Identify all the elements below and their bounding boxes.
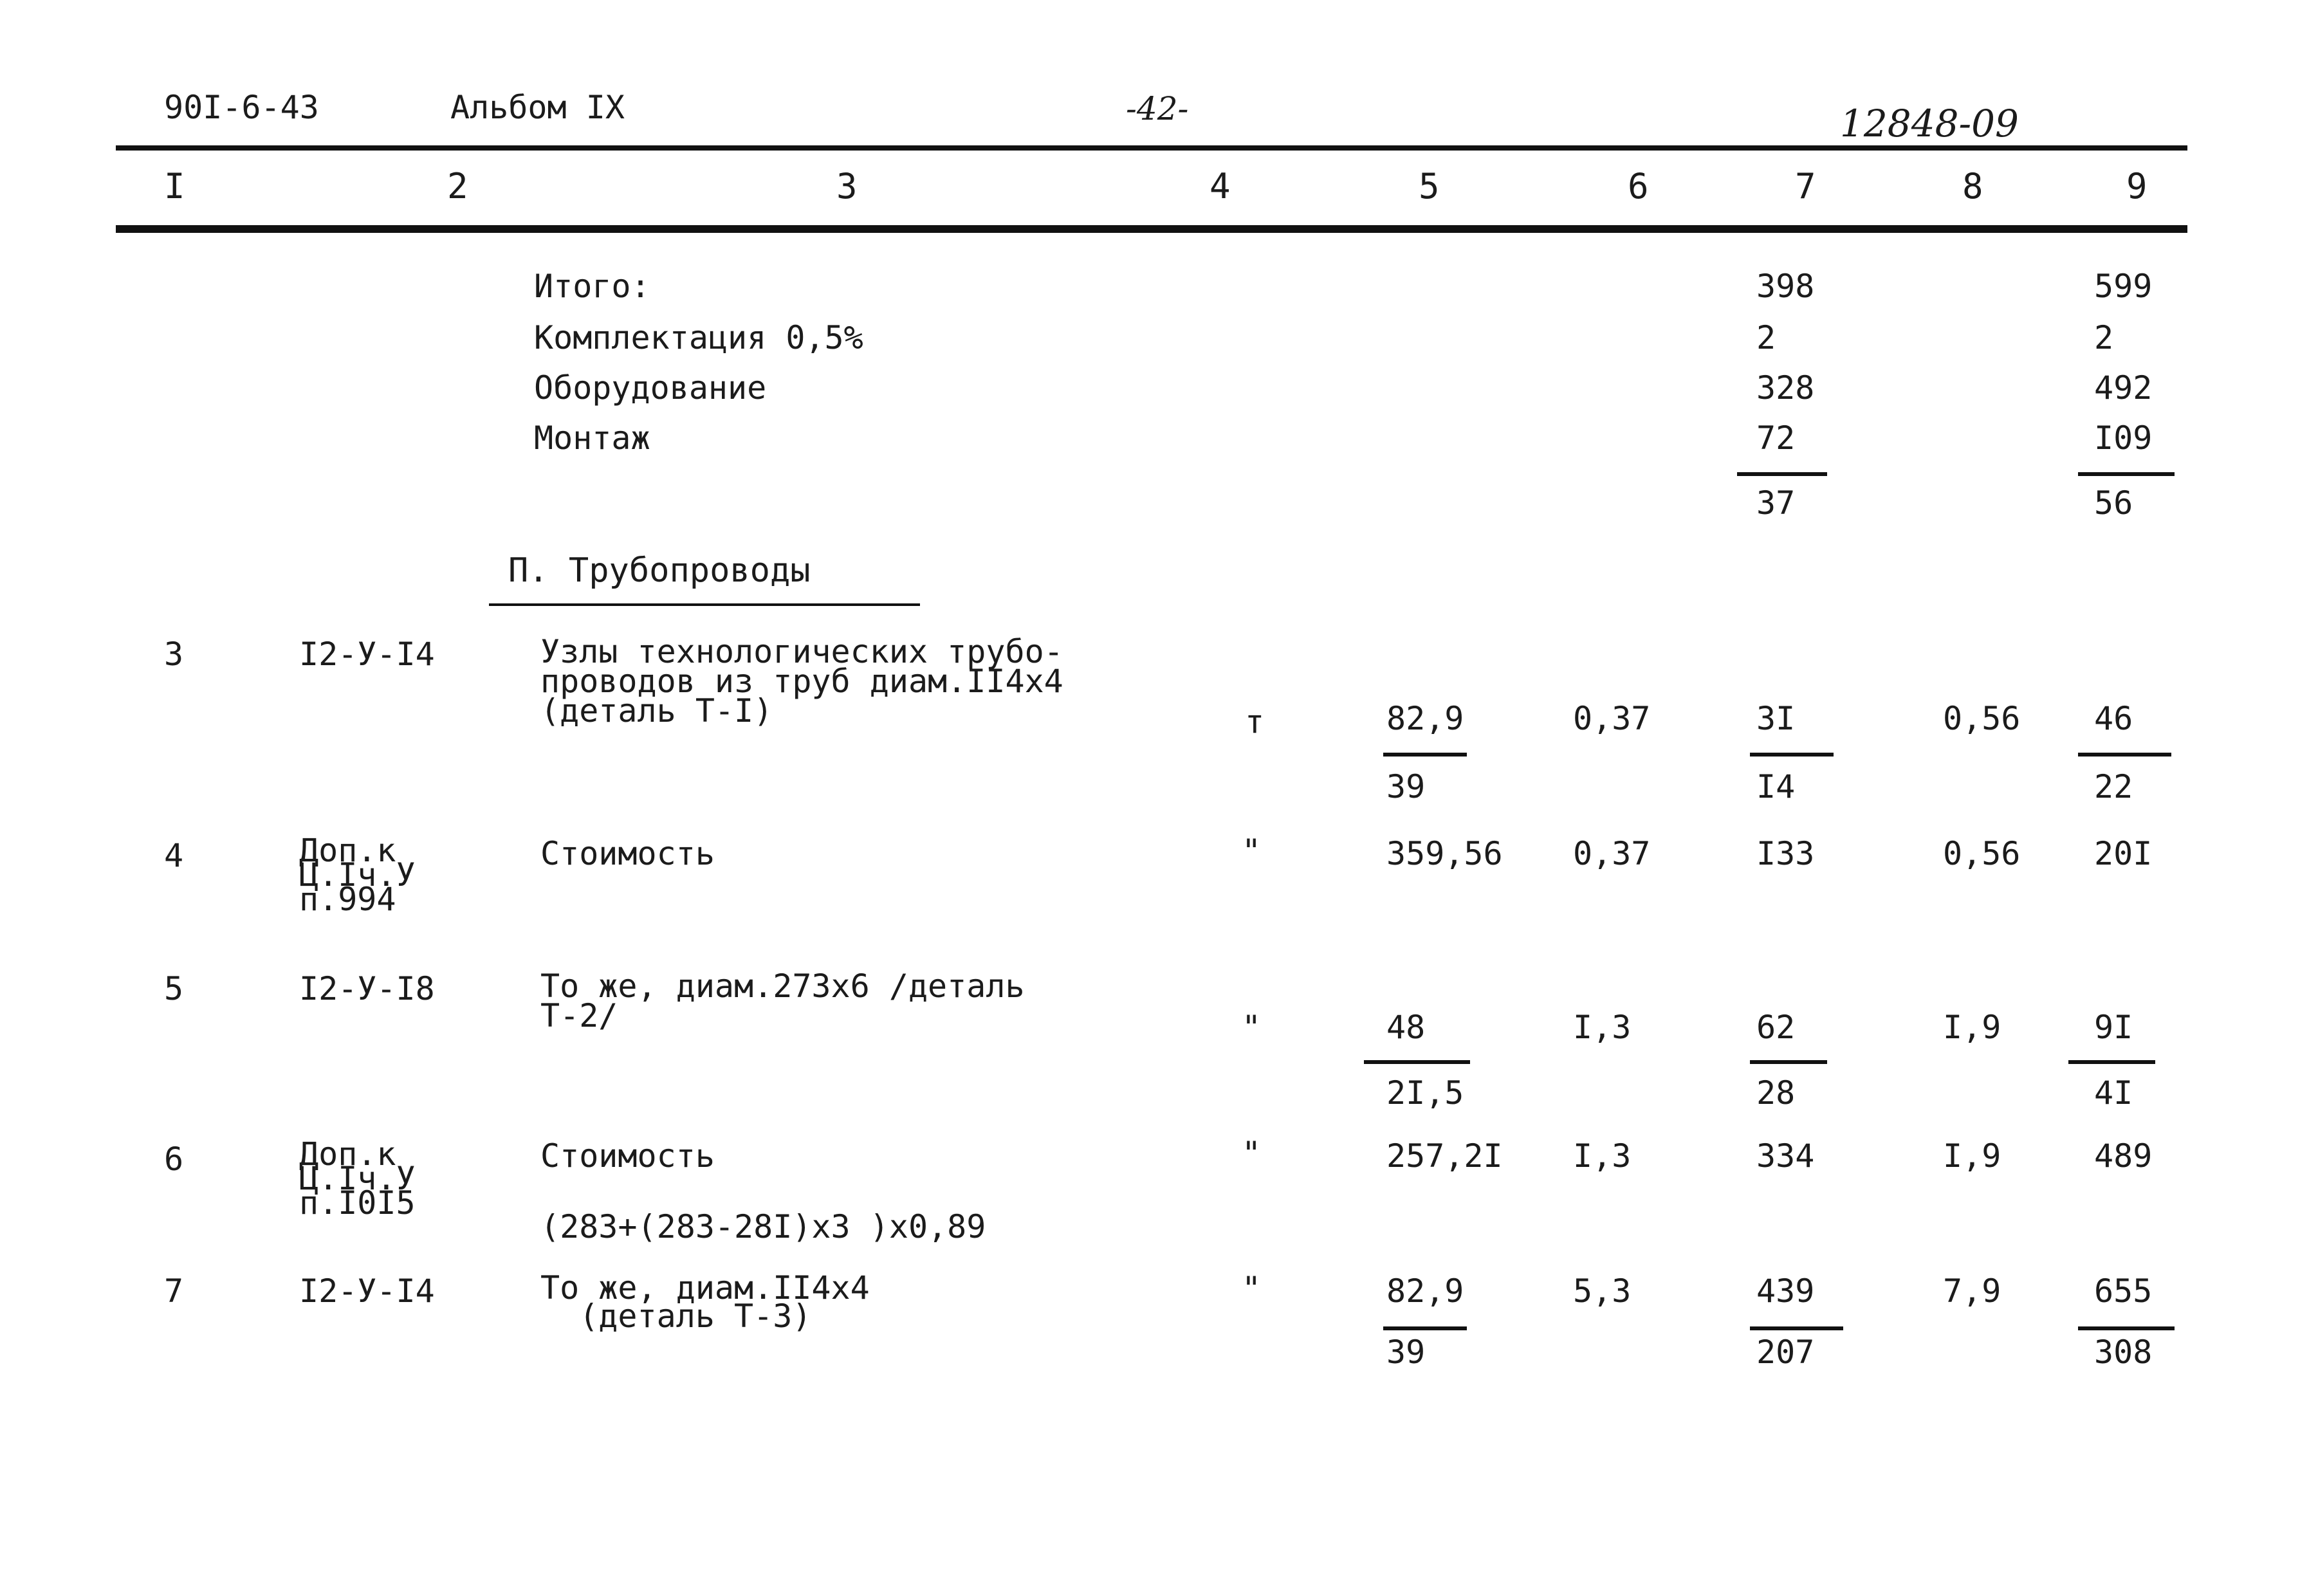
row-unit: т [1245, 703, 1265, 740]
kompl-col9: 2 [2094, 319, 2114, 356]
row-col8: 0,56 [1943, 835, 2021, 872]
row-col5: 82,9 [1386, 1272, 1464, 1310]
column-header-8: 8 [1962, 166, 1983, 206]
column-header-1: I [164, 166, 185, 206]
row-col7-sub: 28 [1756, 1074, 1796, 1112]
row-number: 3 [164, 636, 184, 673]
row-col5: 48 [1386, 1009, 1426, 1046]
row-col7: 3I [1756, 700, 1796, 737]
row-code: Доп.к Ц.Iч.У п.I0I5 [299, 1135, 416, 1222]
row-col8: 7,9 [1943, 1272, 2001, 1310]
row-col8: I,9 [1943, 1137, 2001, 1175]
album-title: Альбом IX [450, 89, 625, 126]
row-code: I2-У-I4 [299, 1272, 435, 1310]
column-header-4: 4 [1210, 166, 1231, 206]
mount-col9-fraction-line [2078, 472, 2175, 476]
row-description: То же, диам.II4x4 (деталь Т-3) [540, 1269, 870, 1335]
row-col5-fraction-line [1383, 753, 1467, 757]
top-rule [116, 145, 2187, 151]
row-code: I2-У-I8 [299, 970, 435, 1007]
column-header-6: 6 [1628, 166, 1649, 206]
row-col7-fraction-line [1750, 1326, 1843, 1330]
row-col7-fraction-line [1750, 753, 1834, 757]
row-col9: 489 [2094, 1137, 2153, 1175]
row-col6: 0,37 [1573, 835, 1651, 872]
column-header-5: 5 [1419, 166, 1440, 206]
row-unit: " [1242, 832, 1262, 870]
row-col5-fraction-line [1364, 1060, 1470, 1064]
row-col8: I,9 [1943, 1009, 2001, 1046]
row-col7-sub: 207 [1756, 1334, 1815, 1371]
row-unit: " [1242, 1009, 1262, 1046]
row-col9: 46 [2094, 700, 2133, 737]
row-col6: 5,3 [1573, 1272, 1632, 1310]
kompl-col7: 2 [1756, 319, 1776, 356]
mount-col9: I09 [2094, 419, 2153, 457]
doc-code: 90I-6-43 [164, 89, 319, 126]
row-col6: I,3 [1573, 1137, 1632, 1175]
row-unit: " [1242, 1270, 1262, 1307]
row-col7: 334 [1756, 1137, 1815, 1175]
row-number: 4 [164, 837, 184, 874]
row-col7-sub: I4 [1756, 768, 1796, 805]
row-number: 5 [164, 970, 184, 1007]
row-description: Узлы технологических трубо- проводов из труб диам.II4x4 (деталь Т-I) [540, 633, 1063, 729]
total-label: Итого: [534, 268, 650, 305]
mount-label: Монтаж [534, 419, 650, 457]
row-col9-sub: 4I [2094, 1074, 2133, 1112]
row-description: Стоимость [540, 1137, 715, 1175]
row-col9-fraction-line [2078, 1326, 2175, 1330]
row-col6: 0,37 [1573, 700, 1651, 737]
column-header-7: 7 [1795, 166, 1816, 206]
column-header-3: 3 [836, 166, 858, 206]
page-number: -42- [1126, 90, 1189, 127]
row-col7: I33 [1756, 835, 1815, 872]
row-col7: 439 [1756, 1272, 1815, 1310]
kompl-label: Комплектация 0,5% [534, 319, 863, 356]
row-col9: 20I [2094, 835, 2153, 872]
row-col5: 359,56 [1386, 835, 1503, 872]
row-col9-fraction-line [2078, 753, 2171, 757]
mount-col7-sub: 37 [1756, 484, 1796, 522]
row-number: 7 [164, 1272, 184, 1310]
row-number: 6 [164, 1141, 184, 1178]
row-code: Доп.к Ц.Iч.У п.994 [299, 832, 416, 918]
row-col9: 655 [2094, 1272, 2153, 1310]
mount-col7-fraction-line [1737, 472, 1827, 476]
row-unit: " [1242, 1135, 1262, 1172]
equip-col7: 328 [1756, 369, 1815, 407]
row-col5: 82,9 [1386, 700, 1464, 737]
row-col5-fraction-line [1383, 1326, 1467, 1330]
row-col5-sub: 39 [1386, 1334, 1426, 1371]
doc-number: 12848-09 [1840, 102, 2019, 145]
row-col5-sub: 39 [1386, 768, 1426, 805]
total-col9: 599 [2094, 268, 2153, 305]
row-description: Стоимость [540, 835, 715, 872]
row-code: I2-У-I4 [299, 636, 435, 673]
mount-col9-sub: 56 [2094, 484, 2133, 522]
row-col9-sub: 22 [2094, 768, 2133, 805]
row-col9: 9I [2094, 1009, 2133, 1046]
mount-col7: 72 [1756, 419, 1796, 457]
total-col7: 398 [1756, 268, 1815, 305]
row-col5: 257,2I [1386, 1137, 1503, 1175]
row-col9-sub: 308 [2094, 1334, 2153, 1371]
row-col9-fraction-line [2068, 1060, 2155, 1064]
section-title-underline [489, 603, 920, 606]
row-formula: (283+(283-28I)x3 )x0,89 [540, 1208, 986, 1245]
row-col7: 62 [1756, 1009, 1796, 1046]
row-col6: I,3 [1573, 1009, 1632, 1046]
row-col7-fraction-line [1750, 1060, 1827, 1064]
row-col8: 0,56 [1943, 700, 2021, 737]
column-header-2: 2 [447, 166, 468, 206]
column-header-9: 9 [2126, 166, 2148, 206]
row-col5-sub: 2I,5 [1386, 1074, 1464, 1112]
section-title: П. Трубопроводы [508, 551, 811, 590]
row-description: То же, диам.273x6 /деталь Т-2/ [540, 968, 1025, 1034]
header-bottom-rule [116, 225, 2187, 233]
equip-label: Оборудование [534, 369, 767, 407]
equip-col9: 492 [2094, 369, 2153, 407]
